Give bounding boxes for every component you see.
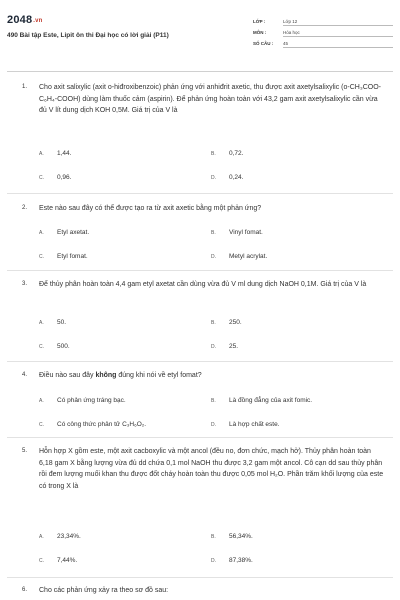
option-text: 0,72.: [229, 150, 244, 157]
option-text: 0,96.: [57, 174, 72, 181]
option-text: Có phản ứng tráng bạc.: [57, 397, 126, 404]
option-letter: B.: [211, 150, 216, 157]
question-text-emphasis: không: [95, 372, 117, 379]
option-text: 250.: [229, 319, 242, 326]
meta-value: Hóa học: [283, 30, 300, 35]
option-letter: B.: [211, 397, 216, 404]
question-text: [39, 370, 385, 382]
question-text: Cho các phản ứng xảy ra theo sơ đồ sau:: [39, 587, 169, 594]
meta-row-question-count: [253, 38, 393, 49]
option-text: 7,44%.: [57, 557, 78, 564]
meta-underline: [283, 47, 393, 48]
question-number: 3.: [22, 281, 28, 287]
option-text: 23,34%.: [57, 533, 81, 540]
question-text: Este nào sau đây có thể được tạo ra từ axit axetic bằng một phản ứng?: [39, 205, 262, 212]
option-letter: C.: [39, 174, 44, 181]
question-number: 1.: [22, 84, 28, 90]
option-letter: C.: [39, 253, 44, 260]
question-text-after: đúng khi nói về etyl fomat?: [116, 372, 202, 379]
option-letter: C.: [39, 421, 44, 428]
option-letter: D.: [211, 421, 216, 428]
option-letter: D.: [211, 174, 216, 181]
logo-main-text: 2048: [7, 14, 33, 26]
question-number: 5.: [22, 448, 28, 454]
meta-row-subject: [253, 27, 393, 38]
meta-label: LỚP :: [253, 19, 266, 24]
header-divider: [7, 71, 393, 72]
meta-underline: [283, 36, 393, 37]
meta-row-grade: [253, 16, 393, 27]
option-letter: A.: [39, 229, 44, 236]
meta-label: MÔN :: [253, 30, 267, 35]
question-number: 2.: [22, 205, 28, 211]
option-text: 1,44.: [57, 150, 72, 157]
option-text: Etyl fomat.: [57, 253, 88, 260]
option-text: Là đồng đẳng của axit fomic.: [229, 397, 313, 404]
option-letter: B.: [211, 229, 216, 236]
meta-underline: [283, 25, 393, 26]
option-letter: A.: [39, 533, 44, 540]
option-letter: A.: [39, 397, 44, 404]
question-divider: [7, 270, 393, 271]
option-text: Là hợp chất este.: [229, 421, 280, 428]
option-text: 0,24.: [229, 174, 244, 181]
meta-value: Lớp 12: [283, 19, 298, 24]
option-text: Có công thức phân tử C₃H₆O₂.: [57, 421, 147, 428]
question-text: Hỗn hợp X gồm este, một axit cacboxylic và một ancol (đều no, đơn chức, mạch hở). Thủy phân hoàn toàn 6,18 gam X bằng lượng vừa đủ dd chứa 0,1 mol NaOH thu được 3,2 gam một ancol. Cô cạn dd sau thủy phân rồi đem lượng muối khan thu được đốt cháy hoàn toàn thu được 0,05 mol H₂O. Phần trăm khối lượng của este có trong X là: [39, 448, 384, 491]
question-text: Để thủy phân hoàn toàn 4,4 gam etyl axetat cần dùng vừa đủ V ml dung dịch NaOH 0,1M. Giá trị của V là: [39, 281, 367, 288]
question-number: 4.: [22, 372, 28, 378]
meta-value: 45: [283, 41, 289, 46]
question-divider: [7, 577, 393, 578]
document-meta: [253, 16, 393, 49]
option-text: 25.: [229, 343, 239, 350]
site-logo[interactable]: [7, 14, 43, 26]
option-text: Vinyl fomat.: [229, 229, 263, 236]
option-letter: C.: [39, 557, 44, 564]
question-divider: [7, 361, 393, 362]
option-letter: C.: [39, 343, 44, 350]
option-text: Metyl acrylat.: [229, 253, 268, 260]
document-header: [0, 0, 400, 80]
question-text: Cho axit salixylic (axit o-hiđroxibenzoic) phản ứng với anhiđrit axetic, thu được axit axetylsalixylic (o-CH₃COO-C₆H₄-COOH) dùng làm thuốc cảm (aspirin). Để phản ứng hoàn toàn với 43,2 gam axit axetylsalixylic cần vừa đủ V lít dung dịch KOH 0,5M. Giá trị của V là: [39, 84, 381, 115]
option-text: 87,38%.: [229, 557, 253, 564]
option-letter: A.: [39, 150, 44, 157]
option-text: Etyl axetat.: [57, 229, 90, 236]
question-divider: [7, 193, 393, 194]
option-letter: D.: [211, 253, 216, 260]
document-title: 490 Bài tập Este, Lipit ôn thi Đại học có lời giải (P11): [7, 32, 169, 39]
question-number: 6.: [22, 587, 28, 593]
option-letter: A.: [39, 319, 44, 326]
option-text: 500.: [57, 343, 70, 350]
option-letter: D.: [211, 343, 216, 350]
meta-label: SỐ CÂU :: [253, 41, 274, 46]
option-text: 50.: [57, 319, 67, 326]
question-text-before: Điều nào sau đây: [39, 372, 96, 379]
option-letter: B.: [211, 533, 216, 540]
logo-domain-text: .vn: [33, 18, 43, 24]
option-letter: D.: [211, 557, 216, 564]
option-letter: B.: [211, 319, 216, 326]
question-divider: [7, 437, 393, 438]
option-text: 56,34%.: [229, 533, 253, 540]
